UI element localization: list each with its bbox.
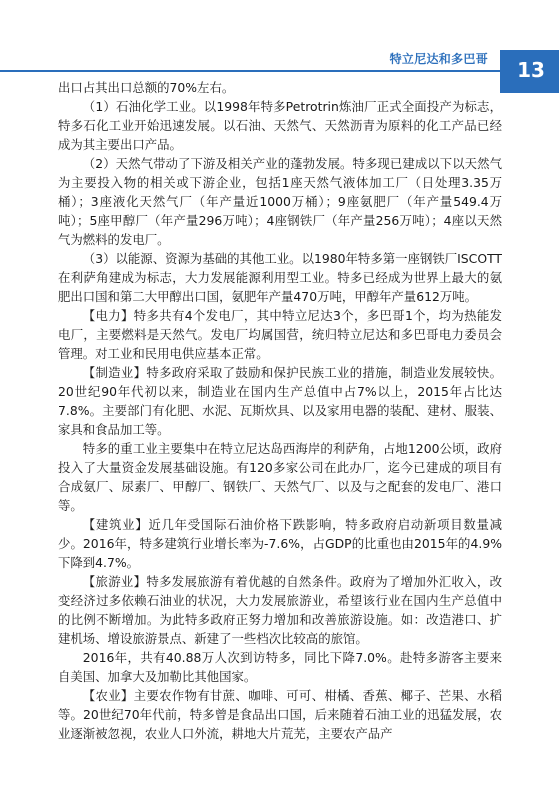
paragraph-agriculture: 【农业】主要农作物有甘蔗、咖啡、可可、柑橘、香蕉、椰子、芒果、水稻等。20世纪70年代前，特多曾是食品出口国，后来随着石油工业的迅猛发展，农业逐渐被忽视，农业人口外流，耕地大片荒芜，主要农产品产: [58, 688, 502, 741]
paragraph-manufacturing: 【制造业】特多政府采取了鼓励和保护民族工业的措施，制造业发展较快。20世纪90年代初以来，制造业在国内生产总值中占7%以上，2015年占比达7.8%。主要部门有化肥、水泥、瓦斯炊具、以及家用电器的装配、建材、服装、家具和食品加工等。: [58, 365, 502, 437]
paragraph-tourism-2016: 2016年，共有40.88万人次到访特多，同比下降7.0%。赴特多游客主要来自美国、加拿大及加勒比其他国家。: [58, 650, 502, 684]
paragraph-energy-industry: （3）以能源、资源为基础的其他工业。以1980年特多第一座钢铁厂ISCOTT在利萨角建成为标志，大力发展能源利用型工业。特多已经成为世界上最大的氨肥出口国和第二大甲醇出口国，氨肥年产量470万吨，甲醇年产量612万吨。: [58, 251, 502, 304]
paragraph-construction: 【建筑业】近几年受国际石油价格下跌影响，特多政府启动新项目数量减少。2016年，特多建筑行业增长率为-7.6%，占GDP的比重也由2015年的4.9%下降到4.7%。: [58, 517, 502, 570]
page-number: 13: [517, 58, 545, 82]
body-text: [58, 78, 502, 743]
paragraph-petrochemical: （1）石油化学工业。以1998年特多Petrotrin炼油厂正式全面投产为标志，特多石化工业开始迅速发展。以石油、天然气、天然沥青为原料的化工产品已经成为其主要出口产品。: [58, 99, 502, 152]
paragraph-electricity: 【电力】特多共有4个发电厂，其中特立尼达3个，多巴哥1个，均为热能发电厂，主要燃料是天然气。发电厂均属国营，统归特立尼达和多巴哥电力委员会管理。对工业和民用电供应基本正常。: [58, 308, 502, 361]
paragraph-natural-gas: （2）天然气带动了下游及相关产业的蓬勃发展。特多现已建成以下以天然气为主要投入物的相关或下游企业，包括1座天然气液体加工厂（日处理3.35万桶）；3座液化天然气厂（年产量近1000万桶）；9座氨肥厂（年产量549.4万吨）；5座甲醇厂（年产量296万吨）；4座钢铁厂（年产量256万吨）；4座以天然气为燃料的发电厂。: [58, 156, 502, 247]
paragraph-1: 出口占其出口总额的70%左右。: [58, 80, 235, 95]
paragraph-heavy-industry: 特多的重工业主要集中在特立尼达岛西海岸的利萨角，占地1200公顷，政府投入了大量资金发展基础设施。有120多家公司在此办厂，迄今已建成的项目有合成氨厂、尿素厂、甲醇厂、钢铁厂、天然气厂、以及与之配套的发电厂、港口等。: [58, 441, 502, 513]
running-header-title: 特立尼达和多巴哥: [389, 52, 488, 66]
paragraph-tourism: 【旅游业】特多发展旅游有着优越的自然条件。政府为了增加外汇收入，改变经济过多依赖石油业的状况，大力发展旅游业，希望该行业在国内生产总值中的比例不断增加。为此特多政府正努力增加和改善旅游设施。如：改造港口、扩建机场、增设旅游景点、新建了一些档次比较高的旅馆。: [58, 574, 502, 646]
header-rule: [0, 70, 500, 72]
